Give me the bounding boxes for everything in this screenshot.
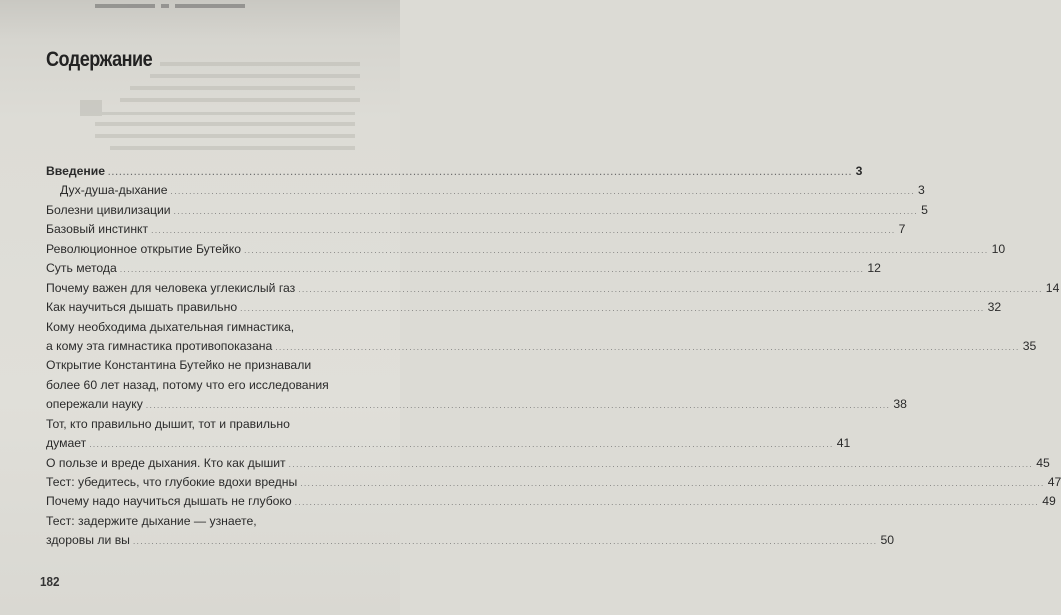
toc-entry-title: более 60 лет назад, потому что его исследования [46,377,329,392]
toc-entry-page: 3 [918,183,925,198]
toc-entry [46,222,906,241]
toc-entry-title: опережали науку [46,397,143,412]
toc-entry-title: думает [46,436,87,451]
toc-entry-title: Болезни цивилизации [46,202,171,217]
toc-entry-title: Тест: убедитесь, что глубокие вдохи вредны [46,475,298,489]
toc-entry-page: 32 [987,300,1002,315]
dot-leader: ........................................................................................................................................................................................................ [173,206,919,216]
toc-entry [46,533,895,552]
toc-entry-page: 7 [898,222,906,237]
toc-entry-page: 5 [921,202,928,217]
toc-entry [46,378,376,397]
toc-entry-page: 45 [1036,455,1050,470]
page-number: 182 [40,574,60,589]
toc-entry-page: 10 [991,241,1006,256]
dot-leader: ........................................................................................................................................................................................................ [89,440,834,450]
toc-entry [46,358,376,377]
toc-entry [46,514,376,533]
toc-entry [46,338,1037,358]
dot-leader: ........................................................................................................................................................................................................ [275,342,1020,352]
toc-entry-title: Введение [46,164,106,178]
toc-entry-title: Кому необходима дыхательная гимнастика, [46,319,295,334]
toc-entry-title: Как научиться дышать правильно [46,300,238,315]
dot-leader: ........................................................................................................................................................................................................ [145,401,891,411]
toc-entry [46,320,376,339]
dot-leader: ........................................................................................................................................................................................................ [132,537,878,547]
dot-leader: ........................................................................................................................................................................................................ [288,459,1034,469]
dot-leader: ........................................................................................................................................................................................................ [170,187,916,197]
toc-entry [46,455,1050,475]
dot-leader: ........................................................................................................................................................................................................ [151,226,896,236]
toc-entry-page: 49 [1042,494,1056,509]
toc-entry [46,436,851,455]
toc-entry-title: здоровы ли вы [46,533,130,548]
toc-entry-title: Почему важен для человека углекислый газ [46,280,296,295]
dot-leader: ........................................................................................................................................................................................................ [244,245,989,255]
table-of-contents [46,164,1061,553]
toc-entry-title: Базовый инстинкт [46,222,149,237]
dot-leader: ........................................................................................................................................................................................................ [240,304,985,314]
dot-leader: ........................................................................................................................................................................................................ [119,265,865,275]
toc-entry [46,183,925,202]
toc-entry-title: Тот, кто правильно дышит, тот и правильно [46,416,290,431]
dot-leader: ........................................................................................................................................................................................................ [294,498,1040,508]
toc-entry-title: Тест: задержите дыхание — узнаете, [46,513,257,528]
toc-entry [46,300,1002,319]
toc-entry-page: 47 [1047,475,1061,489]
page-title: Содержание [46,48,153,71]
toc-entry-page: 38 [893,397,907,412]
running-head [95,1,245,11]
toc-entry [46,417,376,436]
toc-entry [46,475,1061,494]
dot-leader: ........................................................................................................................................................................................................ [298,284,1043,294]
toc-entry-title: Революционное открытие Бутейко [46,241,242,256]
toc-entry-title: Дух-душа-дыхание [60,183,168,198]
toc-entry-title: О пользе и вреде дыхания. Кто как дышит [46,455,286,470]
toc-entry-page: 41 [836,436,851,451]
toc-entry-title: Суть метода [46,261,117,276]
toc-entry-title: Открытие Константина Бутейко не признавали [46,358,312,373]
toc-entry-page: 35 [1022,338,1037,353]
toc-entry [46,261,881,280]
dot-leader: ........................................................................................................................................................................................................ [108,168,853,177]
toc-entry-page: 50 [880,533,895,548]
toc-entry-page: 14 [1045,280,1060,295]
toc-entry [46,164,863,183]
toc-entry-page: 12 [867,261,881,276]
toc-entry [46,397,907,416]
toc-entry [46,494,1056,513]
show-through-text [0,0,400,170]
dot-leader: ........................................................................................................................................................................................................ [300,479,1045,488]
toc-entry-page: 3 [855,164,863,178]
toc-entry-title: а кому эта гимнастика противопоказана [46,338,273,353]
toc-entry [46,241,1006,261]
toc-entry [46,202,928,222]
toc-entry [46,280,1060,300]
toc-entry-title: Почему надо научиться дышать не глубоко [46,494,292,509]
